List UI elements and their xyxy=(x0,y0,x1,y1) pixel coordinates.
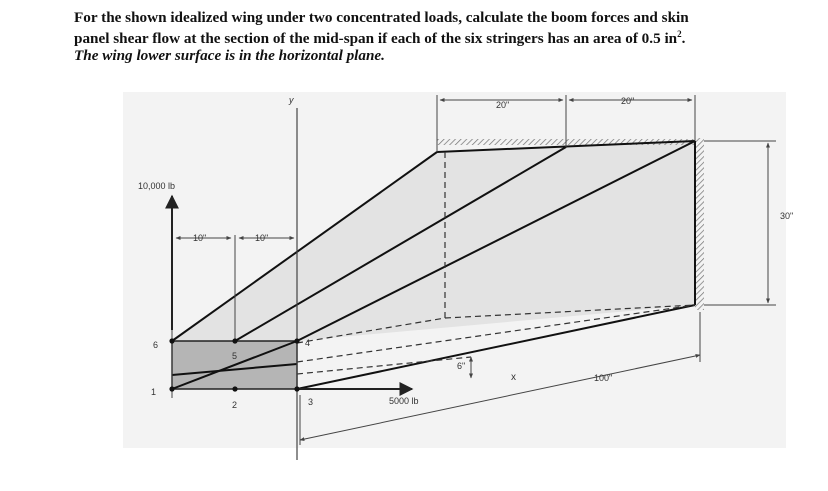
problem-line-3: The wing lower surface is in the horizontal plane. xyxy=(74,47,385,65)
stringer-5-label: 5 xyxy=(232,351,238,361)
dim-20-right: 20" xyxy=(621,96,635,106)
load-5000-label: 5000 lb xyxy=(389,396,419,406)
problem-line-2-end: . xyxy=(681,30,686,48)
problem-line-2-text: panel shear flow at the section of the mid-span if each of the six stringers has an area of 0.5 in xyxy=(74,30,678,48)
y-axis-label: y xyxy=(289,95,294,105)
dim-20-left: 20" xyxy=(496,100,510,110)
stringer-6-label: 6 xyxy=(153,340,159,350)
dim-30: 30" xyxy=(780,211,794,221)
problem-line-1: For the shown idealized wing under two concentrated loads, calculate the boom forces and skin xyxy=(74,9,689,26)
wall-hatch xyxy=(695,138,704,310)
dim-100: 100" xyxy=(594,373,613,383)
x-axis-label: x xyxy=(511,372,516,383)
stringer-1-label: 1 xyxy=(151,387,157,397)
dim-10-left: 10" xyxy=(193,233,207,243)
dim-10-right: 10" xyxy=(255,233,269,243)
dim-6: 6" xyxy=(457,361,466,371)
load-10000-label: 10,000 lb xyxy=(138,181,176,191)
problem-line-2-sup: 2 xyxy=(677,29,682,39)
stringer-3-label: 3 xyxy=(308,397,314,407)
stringer-4-label: 4 xyxy=(305,338,311,348)
stringer-2-label: 2 xyxy=(232,400,238,410)
